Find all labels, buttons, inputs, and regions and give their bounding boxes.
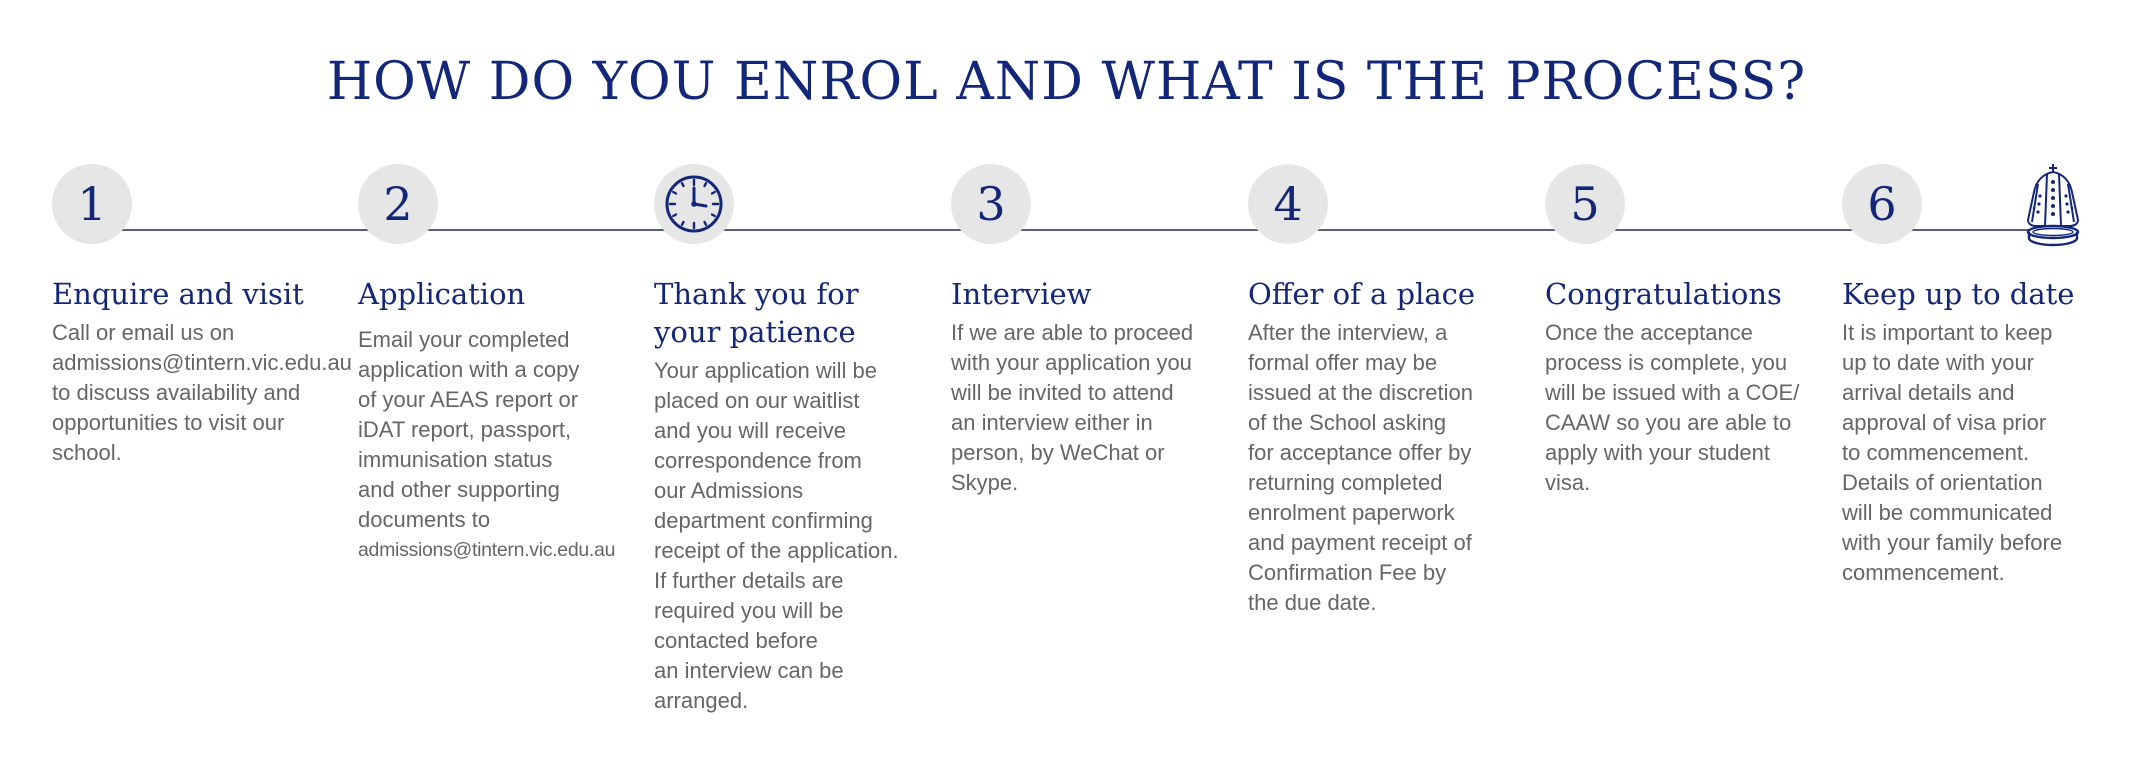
title-line: Thank you for — [654, 277, 859, 311]
description-line: for acceptance offer by — [1248, 440, 1472, 465]
email-address: admissions@tintern.vic.edu.au — [358, 539, 616, 561]
clock-icon — [663, 173, 725, 235]
description-line: documents to — [358, 507, 491, 532]
description-line: If further details are — [654, 568, 844, 593]
description-line: of the School asking — [1248, 410, 1447, 435]
description-line: correspondence from — [654, 448, 862, 473]
step-title — [654, 275, 859, 351]
description-line: an interview either in — [951, 410, 1153, 435]
description-line: process is complete, you — [1545, 350, 1788, 375]
description-line: apply with your student — [1545, 440, 1771, 465]
description-line: and you will receive — [654, 418, 846, 443]
description-line: If we are able to proceed — [951, 320, 1194, 345]
description-line: issued at the discretion — [1248, 380, 1474, 405]
step-title: Enquire and visit — [52, 277, 304, 311]
description-line: iDAT report, passport, — [358, 417, 572, 442]
step-title: Keep up to date — [1842, 277, 2075, 311]
step-number-3: 3 — [951, 164, 1031, 244]
step-title: Offer of a place — [1248, 277, 1476, 311]
description-line: Skype. — [951, 470, 1019, 495]
description-line: placed on our waitlist — [654, 388, 860, 413]
description-line: and payment receipt of — [1248, 530, 1472, 555]
description-line: school. — [52, 440, 122, 465]
description-line: visa. — [1545, 470, 1591, 495]
description-line: It is important to keep — [1842, 320, 2053, 345]
description-line: Email your completed — [358, 327, 570, 352]
description-line: Your application will be — [654, 358, 877, 383]
step-description — [1248, 318, 1473, 618]
description-line: Call or email us on — [52, 320, 235, 345]
description-line: commencement. — [1842, 560, 2005, 585]
description-line: immunisation status — [358, 447, 553, 472]
description-line: opportunities to visit our — [52, 410, 285, 435]
description-line: approval of visa prior — [1842, 410, 2047, 435]
step-number-1: 1 — [52, 164, 132, 244]
email-address: admissions@tintern.vic.edu.au — [52, 350, 352, 375]
step-description — [358, 325, 615, 565]
description-line: our Admissions — [654, 478, 804, 503]
description-line: required you will be — [654, 598, 844, 623]
description-line: department confirming — [654, 508, 873, 533]
description-line: to commencement. — [1842, 440, 2030, 465]
description-line: arrival details and — [1842, 380, 2015, 405]
description-line: contacted before — [654, 628, 818, 653]
step-title: Application — [358, 277, 526, 311]
description-line: CAAW so you are able to — [1545, 410, 1792, 435]
description-line: enrolment paperwork — [1248, 500, 1455, 525]
description-line: Once the acceptance — [1545, 320, 1753, 345]
description-line: will be invited to attend — [951, 380, 1174, 405]
description-line: up to date with your — [1842, 350, 2035, 375]
description-line: with your application you — [951, 350, 1192, 375]
description-line: Confirmation Fee by — [1248, 560, 1447, 585]
step-title: Congratulations — [1545, 277, 1782, 311]
description-line: an interview can be — [654, 658, 844, 683]
description-line: application with a copy — [358, 357, 580, 382]
description-line: Details of orientation — [1842, 470, 2043, 495]
step-description — [52, 318, 352, 468]
step-number-6: 6 — [1842, 164, 1922, 244]
step-title: Interview — [951, 277, 1092, 311]
description-line: the due date. — [1248, 590, 1377, 615]
step-description — [1842, 318, 2062, 588]
description-line: will be issued with a COE/ — [1545, 380, 1800, 405]
title-line: your patience — [654, 315, 856, 349]
description-line: of your AEAS report or — [358, 387, 579, 412]
step-number-5: 5 — [1545, 164, 1625, 244]
description-line: receipt of the application. — [654, 538, 899, 563]
clock-marker — [654, 164, 734, 244]
description-line: will be communicated — [1842, 500, 2053, 525]
page-title: HOW DO YOU ENROL AND WHAT IS THE PROCESS? — [326, 52, 1807, 112]
school-crest-icon — [2020, 162, 2086, 248]
description-line: to discuss availability and — [52, 380, 301, 405]
step-number-4: 4 — [1248, 164, 1328, 244]
description-line: arranged. — [654, 688, 749, 713]
description-line: and other supporting — [358, 477, 560, 502]
step-description — [951, 318, 1193, 498]
description-line: After the interview, a — [1248, 320, 1448, 345]
step-description — [1545, 318, 1799, 498]
description-line: returning completed — [1248, 470, 1443, 495]
description-line: formal offer may be — [1248, 350, 1438, 375]
step-number-2: 2 — [358, 164, 438, 244]
step-description — [654, 356, 899, 716]
description-line: with your family before — [1842, 530, 2063, 555]
description-line: person, by WeChat or — [951, 440, 1165, 465]
